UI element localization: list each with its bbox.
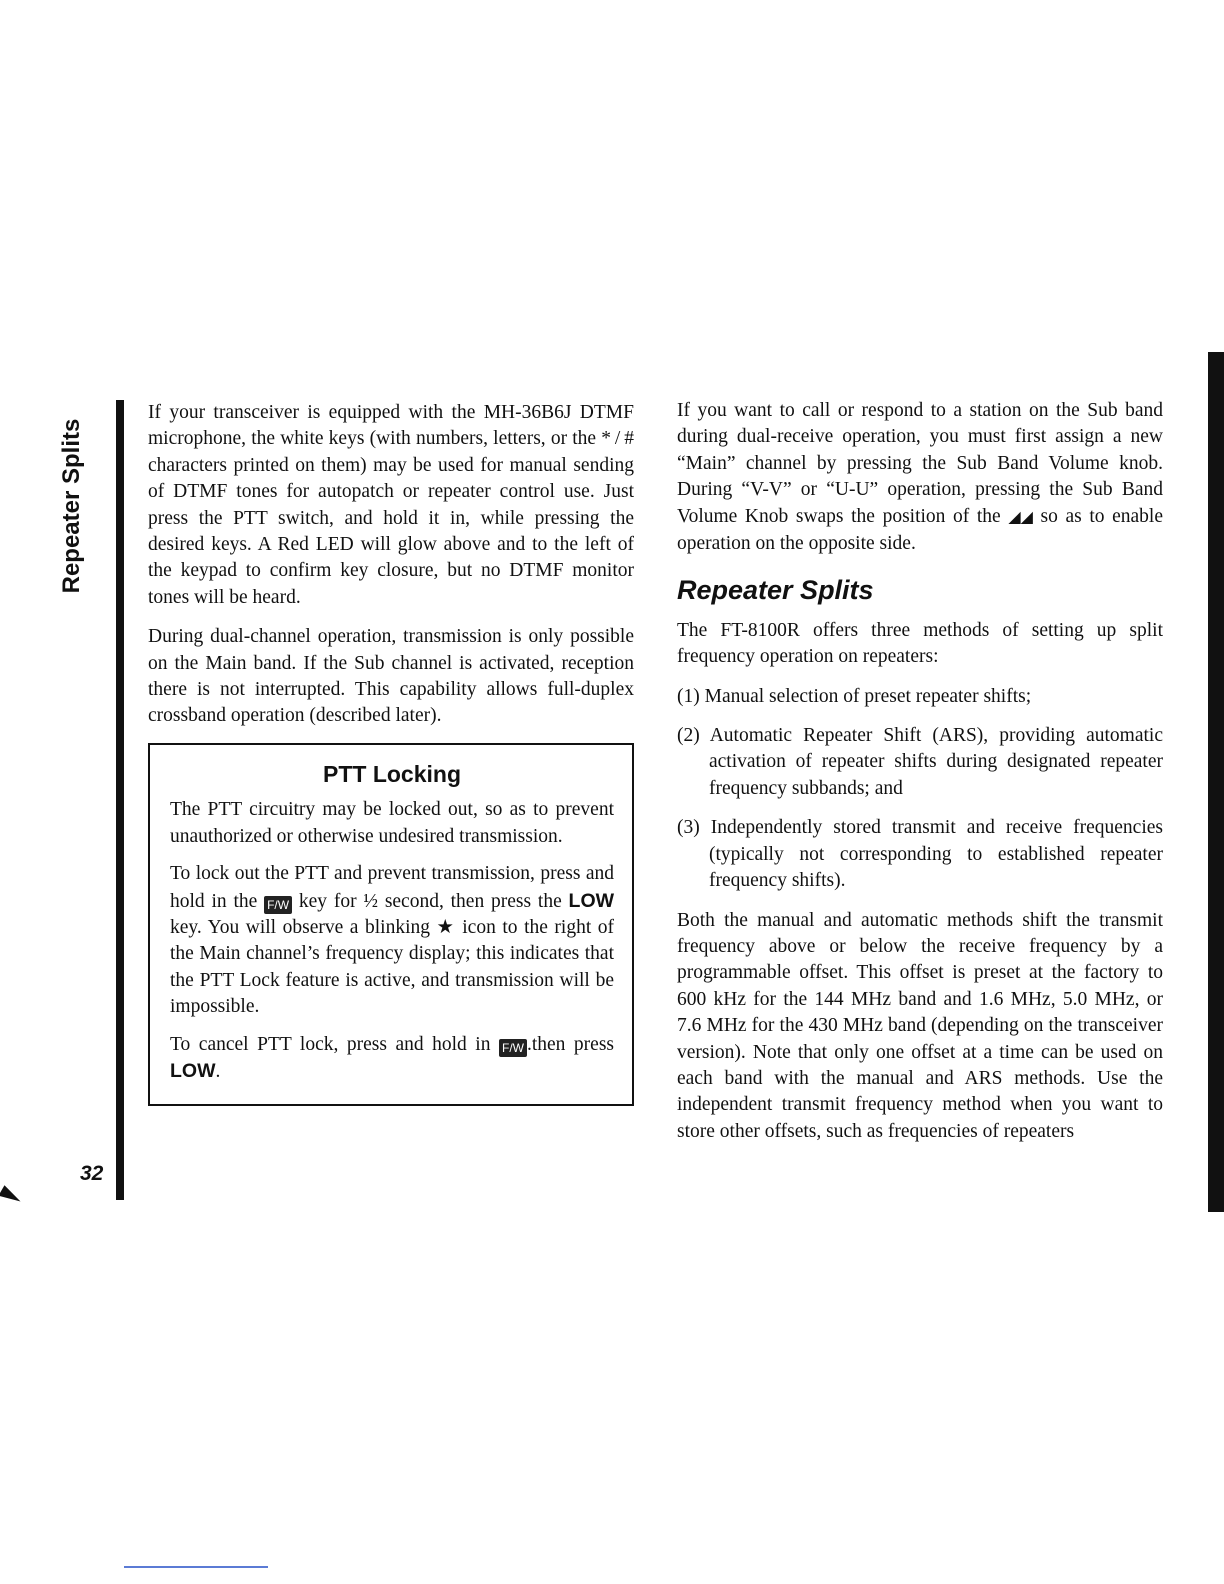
left-column	[148, 400, 634, 1106]
corner-arrow-mark	[0, 1185, 24, 1206]
fw-key-icon: F/W	[264, 896, 292, 914]
side-tab-title: Repeater Splits	[58, 418, 85, 594]
cancel-text-end: .	[215, 1060, 221, 1082]
ptt-locking-intro: The PTT circuitry may be locked out, so as to prevent unauthorized or otherwise undesired transmission.	[170, 799, 614, 847]
list-item: (2) Automatic Repeater Shift (ARS), providing automatic activation of repeater shifts during designated repeater frequency subbands; and	[677, 725, 1163, 799]
cancel-text-b: .then press	[526, 1033, 615, 1055]
ptt-locking-title: PTT Locking	[323, 760, 461, 787]
right-column	[677, 398, 1163, 1158]
lock-text-d: icon to the right of the Main channel’s frequency display; this indicates that the PTT Lock feature is active, and transmission will be impossible.	[170, 916, 615, 1018]
section-heading: Repeater Splits	[677, 575, 874, 606]
sub-band-text-a: If you want to call or respond to a station on the Sub band during dual-receive operation, you must first assign a new “Main” channel by pressing the Sub Band Volume knob. During “V-V” or “U-U” operation, pressing the Sub Band Volume Knob swaps the position of the	[677, 400, 1163, 527]
sub-band-paragraph	[677, 398, 1163, 557]
dtmf-paragraph: If your transceiver is equipped with the MH-36B6J DTMF microphone, the white keys (with numbers, letters, or the * / # characters printed on them) may be used for manual sending of DTMF tones for autopatch or repeater control use. Just press the PTT switch, and hold it in, while pressing the desired keys. A Red LED will glow above and to the left of the keypad to confirm key closure, but no DTMF monitor tones will be heard.	[148, 402, 634, 608]
list-item: (3) Independently stored transmit and receive frequencies (typically not corresponding to established repeater frequency shifts).	[677, 817, 1163, 892]
page-number: 32	[80, 1162, 104, 1185]
fw-key-icon: F/W	[499, 1039, 527, 1057]
side-tab-bar	[116, 400, 124, 1200]
ptt-cancel-instructions	[170, 1032, 614, 1086]
ptt-lock-instructions	[170, 861, 614, 1020]
low-key-label: LOW	[170, 1059, 216, 1082]
lock-text-c: key. You will observe a blinking	[170, 916, 430, 938]
dual-channel-paragraph: During dual-channel operation, transmission is only possible on the Main band. If the Sub channel is activated, reception there is not interrupted. This capability allows full-duplex crossband operation (described later).	[148, 626, 634, 727]
ptt-locking-box	[148, 743, 634, 1106]
list-item: (1) Manual selection of preset repeater shifts;	[677, 685, 1032, 707]
low-key-label: LOW	[568, 889, 615, 912]
main-indicator-icon: ◢◢	[1008, 508, 1033, 526]
methods-intro: The FT-8100R offers three methods of setting up split frequency operation on repeaters:	[677, 619, 1163, 668]
sub-band-text-b: so as to enable operation on the opposite side.	[677, 505, 1163, 555]
lock-text-a: To lock out the PTT and prevent transmission, press and hold in the	[170, 863, 614, 912]
lock-text-b: key for ½ second, then press the	[298, 890, 562, 912]
cancel-text-a: To cancel PTT lock, press and hold in	[170, 1033, 491, 1055]
offset-paragraph: Both the manual and automatic methods shift the transmit frequency above or below the receive frequency by a programmable offset. This offset is preset at the factory to 600 kHz for the 144 MHz band and 1.6 MHz, 5.0 MHz, or 7.6 MHz for the 430 MHz band (depending on the transceiver version). Note that only one offset at a time can be used on each band with the manual and ARS methods. Use the independent transmit frequency method when you want to store other offsets, such as frequencies of repeaters	[677, 909, 1163, 1142]
right-edge-bar	[1208, 352, 1224, 1212]
bottom-rule	[124, 1566, 268, 1568]
star-icon: ★	[436, 916, 456, 938]
